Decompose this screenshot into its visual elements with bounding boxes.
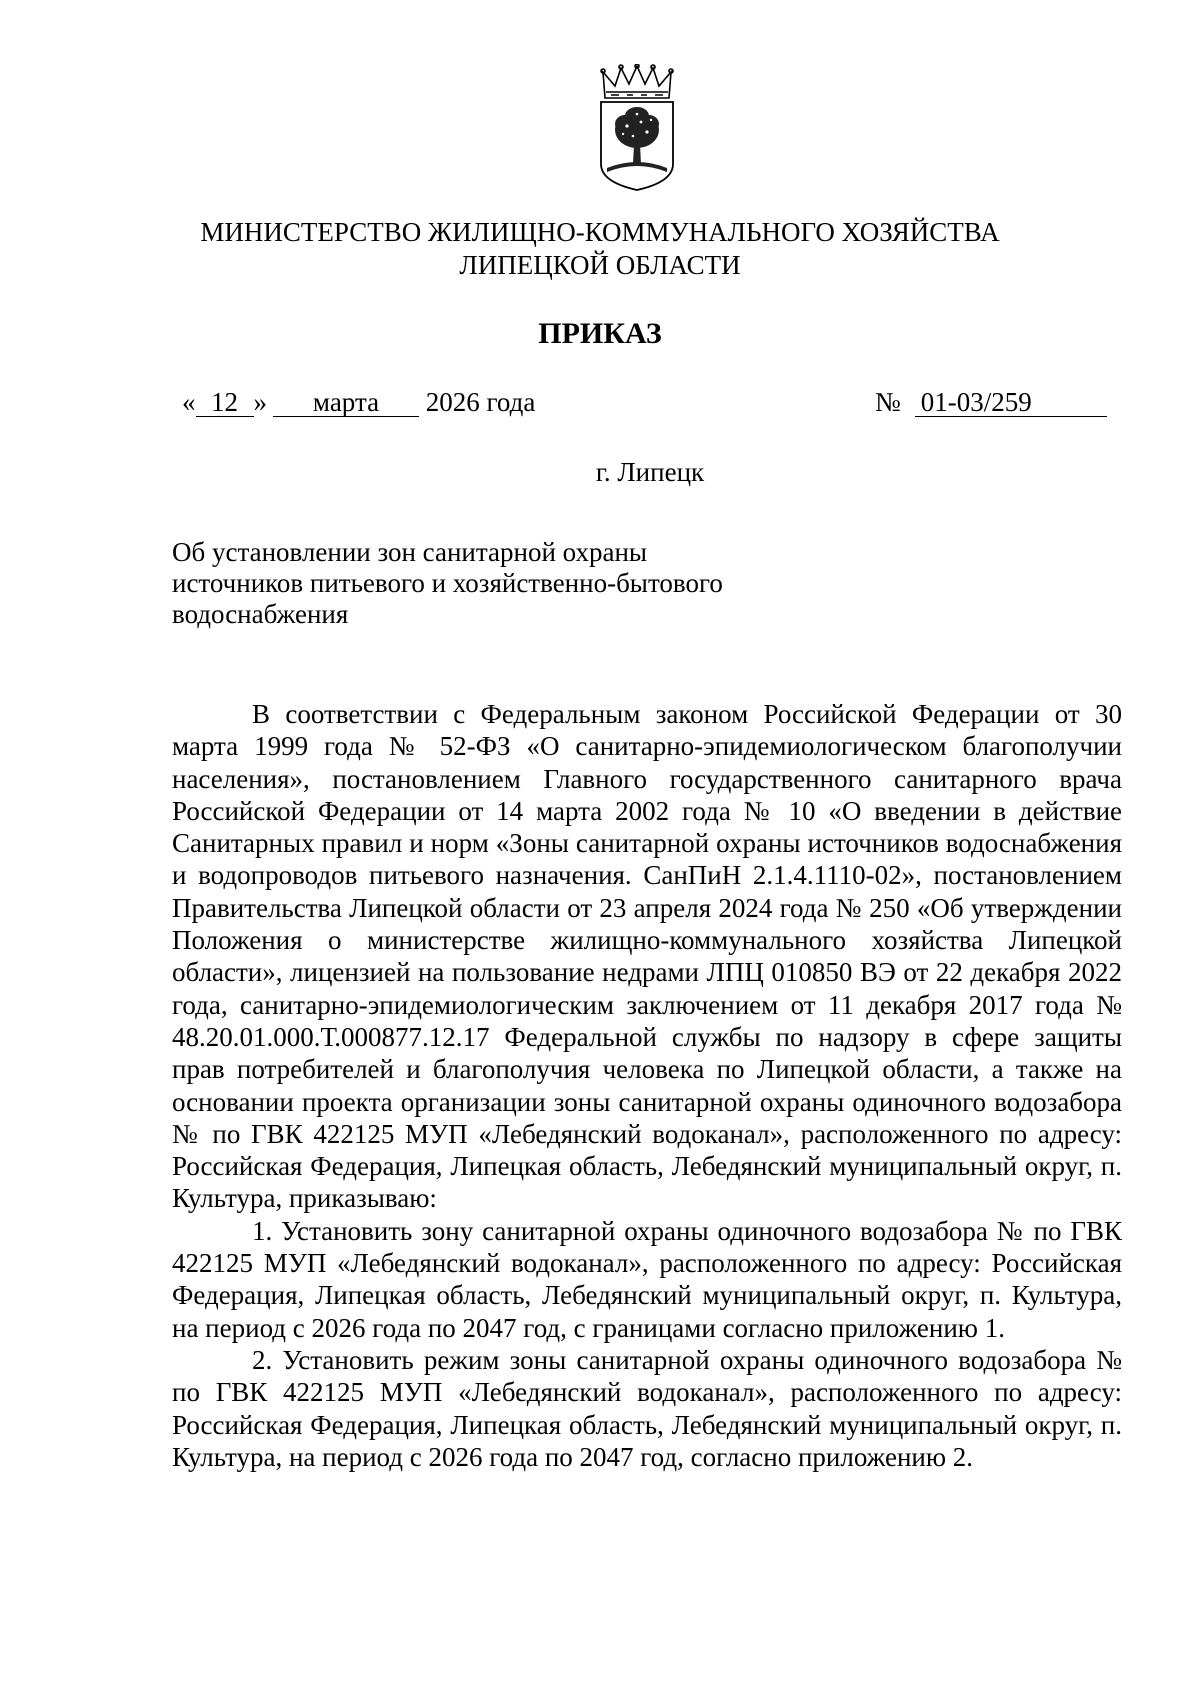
order-number: 01-03/259 bbox=[915, 388, 1107, 417]
ministry-name-line1: МИНИСТЕРСТВО ЖИЛИЩНО-КОММУНАЛЬНОГО ХОЗЯЙСТВА bbox=[200, 217, 1000, 247]
lipetsk-coat-of-arms-icon bbox=[597, 64, 677, 192]
subject-line3: водоснабжения bbox=[172, 599, 349, 629]
order-date bbox=[182, 386, 535, 418]
preamble-paragraph: В соответствии с Федеральным законом Российской Федерации от 30 марта 1999 года № 52-ФЗ «О санитарно-эпидемиологическом благополучии населения», постановлением Главного государственного санитарного врача Российской Федерации от 14 марта 2002 года № 10 «О введении в действие Санитарных правил и норм «Зоны санитарной охраны источников водоснабжения и водопроводов питьевого назначения. СанПиН 2.1.4.1110-02», постановлением Правительства Липецкой области от 23 апреля 2024 года № 250 «Об утверждении Положения о министерстве жилищно-коммунального хозяйства Липецкой области», лицензией на пользование недрами ЛПЦ 010850 ВЭ от 22 декабря 2022 года, санитарно-эпидемиологическим заключением от 11 декабря 2017 года № 48.20.01.000.Т.000877.12.17 Федеральной службы по надзору в сфере защиты прав потребителей и благополучия человека по Липецкой области, а также на основании проекта организации зоны санитарной охраны одиночного водозабора № по ГВК 422125 МУП «Лебедянский водоканал», расположенного по адресу: Российская Федерация, Липецкая область, Лебедянский муниципальный округ, п. Культура, приказываю: bbox=[172, 699, 1122, 1214]
subject-line2: источников питьевого и хозяйственно-бытового bbox=[172, 568, 723, 598]
subject-line1: Об установлении зон санитарной охраны bbox=[172, 537, 648, 567]
order-year: 2026 года bbox=[425, 387, 536, 417]
order-item-2: 2. Установить режим зоны санитарной охраны одиночного водозабора № по ГВК 422125 МУП «Лебедянский водоканал», расположенного по адресу: Российская Федерация, Липецкая область, Лебедянский муниципальный округ, п. Культура, на период с 2026 года по 2047 год, согласно приложению 2. bbox=[172, 1344, 1122, 1472]
order-number-block bbox=[875, 386, 1107, 418]
order-item-1: 1. Установить зону санитарной охраны одиночного водозабора № по ГВК 422125 МУП «Лебедянский водоканал», расположенного по адресу: Российская Федерация, Липецкая область, Лебедянский муниципальный округ, п. Культура, на период с 2026 года по 2047 год, с границами согласно приложению 1. bbox=[172, 1215, 1122, 1343]
document-type-title: ПРИКАЗ bbox=[538, 317, 662, 350]
order-subject bbox=[172, 537, 792, 630]
order-day: 12 bbox=[196, 388, 254, 417]
order-month: марта bbox=[273, 388, 419, 417]
order-body bbox=[172, 698, 1122, 1473]
quote-close: » bbox=[253, 387, 267, 417]
quote-open: « bbox=[182, 387, 196, 417]
ministry-name bbox=[100, 216, 1100, 282]
ministry-name-line2: ЛИПЕЦКОЙ ОБЛАСТИ bbox=[459, 250, 741, 280]
order-city: г. Липецк bbox=[595, 457, 705, 487]
number-sign: № bbox=[875, 387, 901, 417]
